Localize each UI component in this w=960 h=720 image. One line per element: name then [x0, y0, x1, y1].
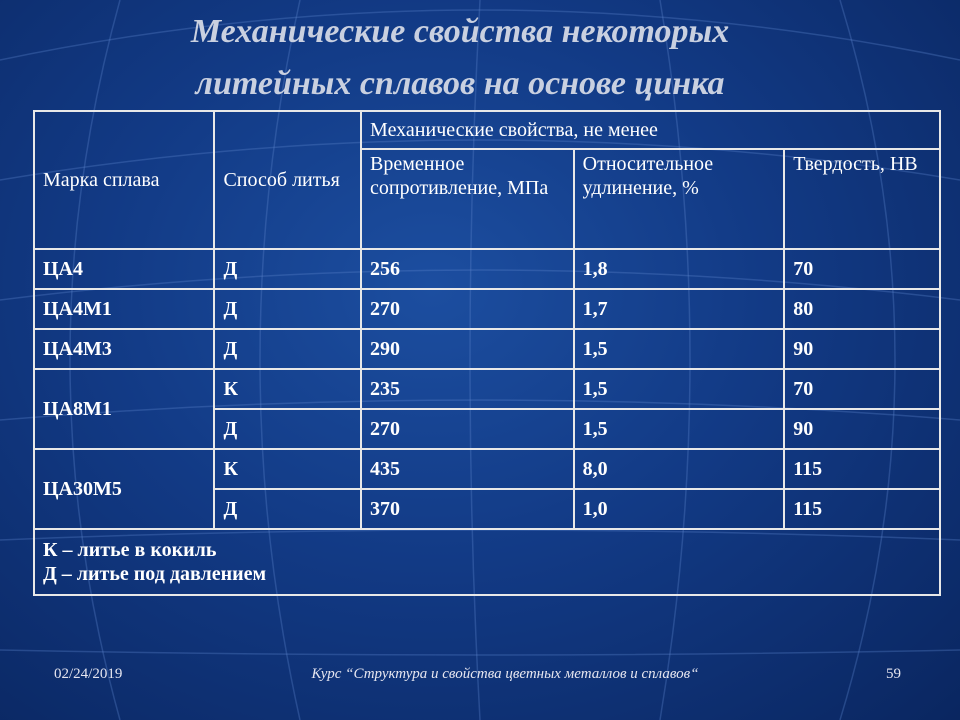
table-row [34, 329, 940, 369]
slide-title-line-1: Механические свойства некоторых [190, 13, 730, 50]
cell-grade: ЦА4 [34, 249, 214, 289]
legend-cell [34, 529, 940, 595]
cell-grade: ЦА30М5 [34, 449, 214, 529]
cell-grade: ЦА8М1 [34, 369, 214, 449]
cell-tensile: 270 [361, 289, 574, 329]
cell-elongation: 1,5 [574, 329, 785, 369]
cell-elongation: 1,5 [574, 369, 785, 409]
footer-date: 02/24/2019 [54, 666, 123, 682]
legend-line-1: К – литье в кокиль [43, 539, 217, 561]
cell-method: Д [214, 249, 361, 289]
cell-method: Д [214, 489, 361, 529]
cell-hardness: 70 [784, 369, 940, 409]
cell-elongation: 8,0 [574, 449, 785, 489]
cell-hardness: 90 [784, 409, 940, 449]
legend-line-2: Д – литье под давлением [43, 563, 267, 585]
legend-row [34, 529, 940, 595]
cell-tensile: 256 [361, 249, 574, 289]
table-row [34, 369, 940, 409]
alloy-properties-table [33, 110, 941, 596]
cell-method: К [214, 369, 361, 409]
cell-tensile: 370 [361, 489, 574, 529]
cell-hardness: 70 [784, 249, 940, 289]
cell-hardness: 80 [784, 289, 940, 329]
cell-grade: ЦА4М1 [34, 289, 214, 329]
slide-title [0, 6, 960, 110]
table-row [34, 249, 940, 289]
footer-page-number: 59 [886, 666, 901, 682]
cell-method: Д [214, 289, 361, 329]
header-hardness: Твердость, НВ [784, 149, 940, 249]
cell-elongation: 1,5 [574, 409, 785, 449]
header-properties-group: Механические свойства, не менее [361, 111, 940, 149]
cell-elongation: 1,0 [574, 489, 785, 529]
cell-method: К [214, 449, 361, 489]
slide-title-line-2: литейных сплавов на основе цинка [195, 65, 725, 102]
cell-grade: ЦА4М3 [34, 329, 214, 369]
table-row [34, 289, 940, 329]
cell-method: Д [214, 409, 361, 449]
header-grade: Марка сплава [34, 111, 214, 249]
footer-course: Курс “Структура и свойства цветных металлов и сплавов“ [311, 666, 699, 682]
cell-tensile: 235 [361, 369, 574, 409]
header-tensile: Временное сопротивление, МПа [361, 149, 574, 249]
cell-method: Д [214, 329, 361, 369]
cell-tensile: 290 [361, 329, 574, 369]
header-row-1 [34, 111, 940, 149]
cell-hardness: 90 [784, 329, 940, 369]
table-row [34, 449, 940, 489]
cell-tensile: 270 [361, 409, 574, 449]
cell-tensile: 435 [361, 449, 574, 489]
cell-elongation: 1,7 [574, 289, 785, 329]
header-elongation: Относительное удлинение, % [574, 149, 785, 249]
cell-hardness: 115 [784, 449, 940, 489]
cell-elongation: 1,8 [574, 249, 785, 289]
header-method: Способ литья [214, 111, 361, 249]
cell-hardness: 115 [784, 489, 940, 529]
